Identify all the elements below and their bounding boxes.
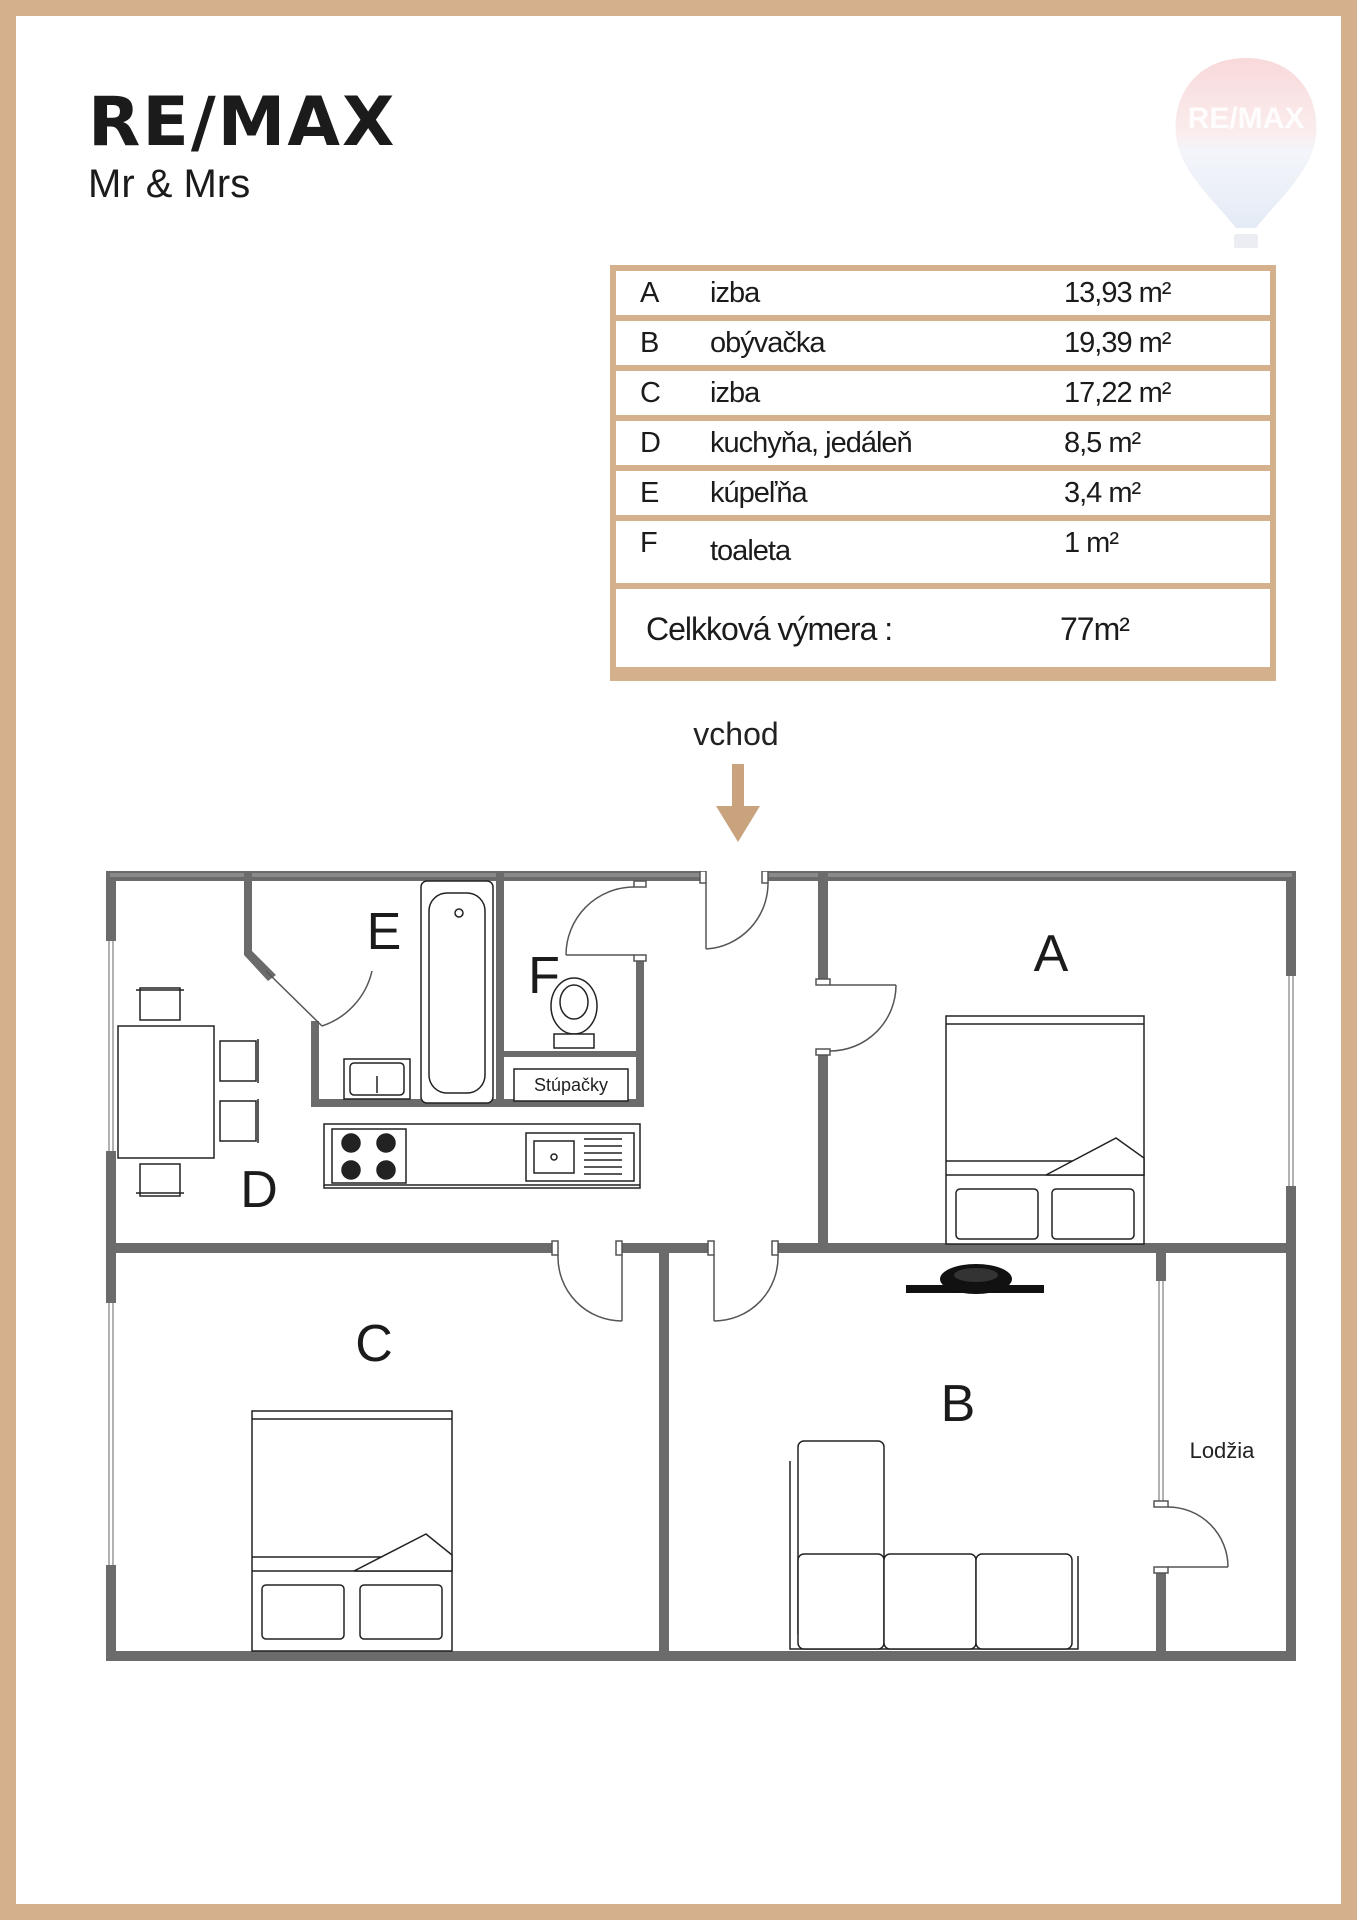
room-label-a: A: [1033, 925, 1069, 983]
bed-room-c: [252, 1411, 452, 1651]
room-name: izba: [710, 377, 760, 409]
area-row-c: [616, 371, 1270, 415]
area-row-e: [616, 471, 1270, 515]
total-value: 77m²: [1060, 611, 1129, 647]
room-label-c: C: [355, 1315, 393, 1373]
room-letter: C: [640, 377, 660, 409]
kitchen-counter: [324, 1124, 640, 1188]
room-letter: A: [640, 277, 659, 309]
risers-box: [514, 1069, 628, 1101]
room-name: obývačka: [710, 327, 825, 359]
bed-room-a: [946, 1016, 1144, 1244]
remax-logo: [88, 83, 397, 206]
room-name: izba: [710, 277, 760, 309]
area-row-b: [616, 321, 1270, 365]
area-row-f: [616, 521, 1270, 583]
entrance-arrow-icon: [714, 764, 762, 844]
room-label-b: B: [940, 1375, 976, 1433]
room-label-f: F: [528, 947, 560, 1005]
dining-table: [118, 988, 258, 1196]
floor-plan: [106, 871, 1296, 1661]
area-row-d: [616, 421, 1270, 465]
room-area: 1 m²: [1064, 527, 1118, 559]
room-letter: F: [640, 527, 657, 559]
sofa: [790, 1441, 1078, 1649]
entrance-label: vchod: [693, 716, 779, 752]
room-letter: E: [640, 477, 659, 509]
area-row-a: [616, 271, 1270, 315]
area-total-row: [616, 589, 1270, 667]
total-label: Celkková výmera :: [646, 611, 893, 647]
room-area: 17,22 m²: [1064, 377, 1171, 409]
risers-label: Stúpačky: [533, 1075, 609, 1095]
area-table: [610, 265, 1276, 681]
room-area: 13,93 m²: [1064, 277, 1171, 309]
loggia-label: Lodžia: [1189, 1438, 1255, 1463]
room-letter: D: [640, 427, 660, 459]
room-letter: B: [640, 327, 659, 359]
balloon-watermark-text: RE/MAX: [1187, 102, 1305, 135]
room-area: 19,39 m²: [1064, 327, 1171, 359]
tv-unit: [906, 1264, 1044, 1294]
balloon-watermark-icon: [1166, 52, 1326, 262]
room-name: kuchyňa, jedáleň: [710, 427, 912, 459]
room-name: kúpeľňa: [710, 477, 807, 509]
office-name: Mr & Mrs: [88, 162, 251, 206]
room-label-e: E: [366, 903, 402, 961]
logo-wordmark: RE/MAX: [88, 83, 397, 162]
room-name: toaleta: [710, 535, 791, 567]
room-area: 3,4 m²: [1064, 477, 1141, 509]
room-label-d: D: [240, 1161, 278, 1219]
room-area: 8,5 m²: [1064, 427, 1141, 459]
